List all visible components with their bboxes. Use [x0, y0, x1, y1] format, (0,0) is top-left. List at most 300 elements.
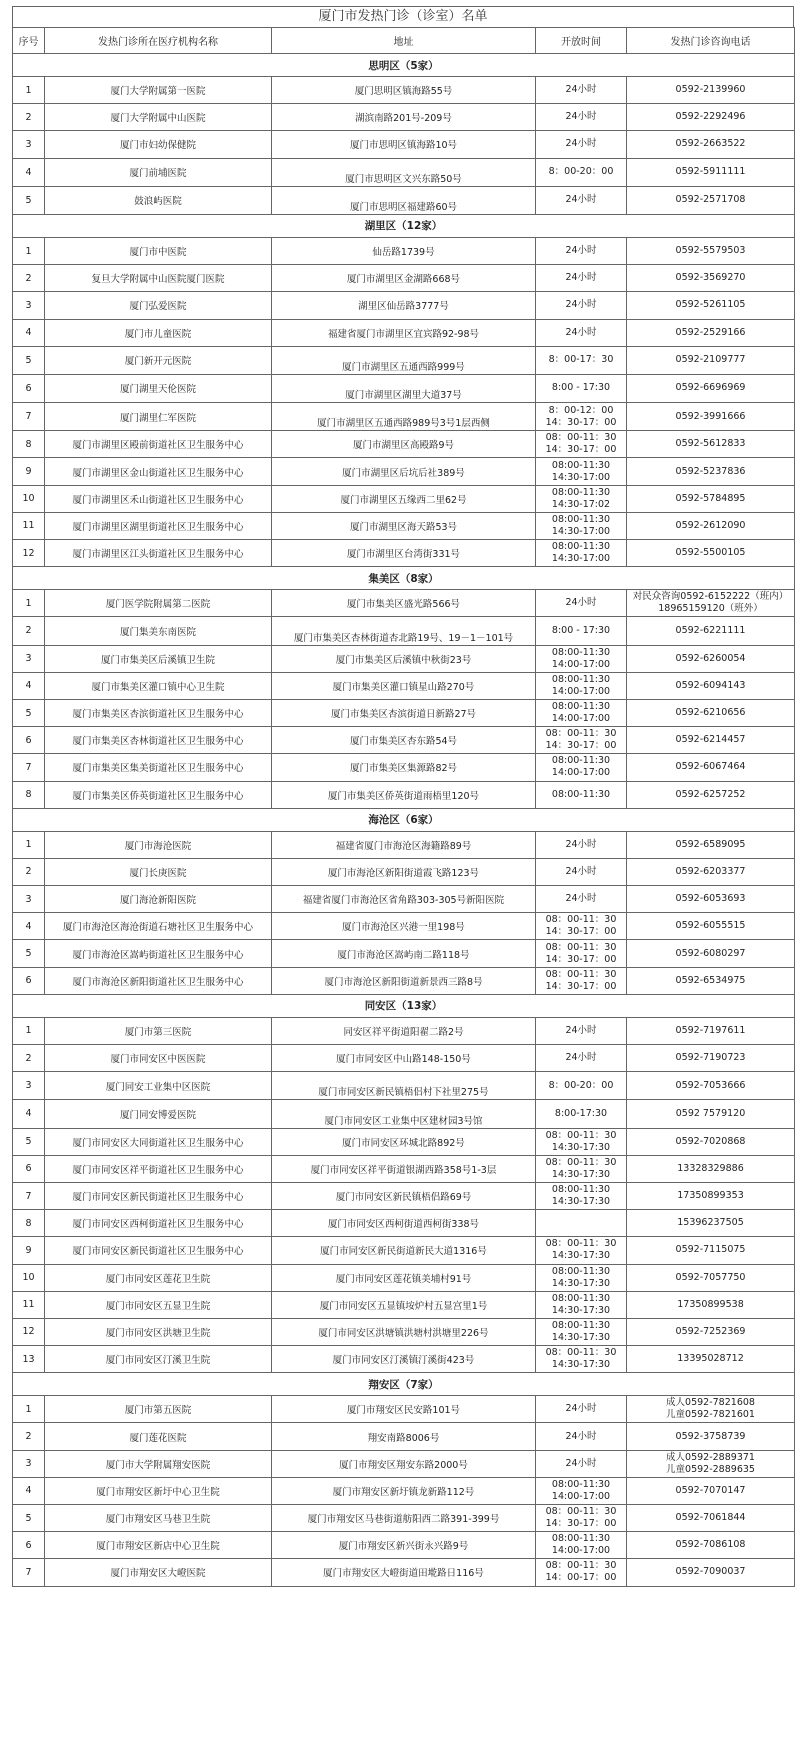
hours-line: 14:00-17:00	[551, 767, 611, 779]
facility-address: 厦门市湖里区台湾街331号	[272, 540, 536, 567]
row-number: 6	[13, 374, 45, 402]
phone-line: 0592-7115075	[675, 1244, 746, 1256]
opening-hours	[536, 858, 627, 885]
opening-hours	[536, 940, 627, 967]
opening-hours	[536, 1291, 627, 1318]
opening-hours	[536, 485, 627, 512]
row-number: 1	[13, 77, 45, 104]
hours-line: 08：00-11：30	[545, 728, 617, 740]
table-row	[13, 1264, 795, 1291]
row-number: 1	[13, 590, 45, 617]
hours-line: 24小时	[565, 1457, 597, 1469]
hours-line: 08：00-11：30	[545, 968, 617, 980]
district-label: 思明区（5家）	[13, 54, 795, 77]
facility-address: 厦门思明区镇海路55号	[272, 77, 536, 104]
consult-phone	[627, 645, 795, 672]
facility-name: 厦门长庚医院	[45, 858, 272, 885]
opening-hours	[536, 1477, 627, 1504]
row-number: 4	[13, 672, 45, 699]
consult-phone	[627, 781, 795, 808]
row-number: 3	[13, 1072, 45, 1100]
hours-line: 08：00-11：30	[545, 1560, 617, 1572]
consult-phone	[627, 886, 795, 913]
row-number: 4	[13, 1100, 45, 1128]
table-row	[13, 1072, 795, 1100]
consult-phone	[627, 319, 795, 346]
hours-line: 24小时	[565, 838, 597, 850]
table-row	[13, 617, 795, 645]
hours-line: 24小时	[565, 84, 597, 96]
phone-line: 0592-6260054	[675, 652, 746, 664]
phone-line: 0592-7053666	[675, 1079, 746, 1091]
hours-line: 14:30-17:30	[551, 1359, 611, 1371]
opening-hours	[536, 237, 627, 264]
opening-hours	[536, 1155, 627, 1182]
consult-phone	[627, 403, 795, 431]
table-row	[13, 727, 795, 754]
consult-phone	[627, 540, 795, 567]
facility-address: 厦门市集美区盛光路566号	[272, 590, 536, 617]
table-row	[13, 1291, 795, 1318]
hours-line: 24小时	[565, 893, 597, 905]
consult-phone	[627, 431, 795, 458]
opening-hours	[536, 617, 627, 645]
facility-name: 厦门新开元医院	[45, 346, 272, 374]
row-number: 6	[13, 1155, 45, 1182]
consult-phone	[627, 1017, 795, 1044]
facility-address: 厦门市同安区新民街道新民大道1316号	[272, 1237, 536, 1264]
facility-name: 厦门市翔安区大嶝医院	[45, 1559, 272, 1586]
facility-address: 厦门市湖里区海天路53号	[272, 512, 536, 539]
row-number: 5	[13, 699, 45, 726]
facility-name: 厦门市湖里区湖里街道社区卫生服务中心	[45, 512, 272, 539]
facility-address: 厦门市思明区福建路60号	[272, 186, 536, 214]
table-row	[13, 512, 795, 539]
row-number: 8	[13, 431, 45, 458]
facility-address: 厦门市同安区新民镇梧侣村下社里275号	[272, 1072, 536, 1100]
facility-address: 厦门市海沧区新阳街道霞飞路123号	[272, 858, 536, 885]
opening-hours	[536, 458, 627, 485]
row-number: 13	[13, 1346, 45, 1373]
row-number: 2	[13, 265, 45, 292]
row-number: 5	[13, 1505, 45, 1532]
facility-address: 厦门市同安区中山路148-150号	[272, 1045, 536, 1072]
row-number: 7	[13, 1182, 45, 1209]
opening-hours	[536, 512, 627, 539]
phone-line: 0592-7252369	[675, 1325, 746, 1337]
facility-name: 厦门市儿童医院	[45, 319, 272, 346]
opening-hours	[536, 1100, 627, 1128]
table-row	[13, 458, 795, 485]
phone-line: 0592-7057750	[675, 1271, 746, 1283]
hours-line: 14:30-17:30	[551, 1141, 611, 1153]
hours-line: 8：00-12：00	[548, 404, 614, 416]
hours-line: 14:00-17:00	[551, 713, 611, 725]
table-row	[13, 1396, 795, 1423]
hours-line: 8：00-17：30	[548, 354, 614, 366]
hours-line: 14：30-17：00	[545, 1518, 617, 1530]
facility-name: 厦门市同安区五显卫生院	[45, 1291, 272, 1318]
opening-hours	[536, 1423, 627, 1450]
facility-name: 厦门市翔安区新店中心卫生院	[45, 1532, 272, 1559]
hours-line: 14:30-17:00	[551, 471, 611, 483]
phone-line: 0592-7086108	[675, 1539, 746, 1551]
table-row	[13, 940, 795, 967]
facility-address: 厦门市同安区环城北路892号	[272, 1128, 536, 1155]
hours-line: 08：00-11：30	[545, 1156, 617, 1168]
phone-line: 18965159120（班外）	[658, 603, 763, 615]
table-row	[13, 781, 795, 808]
facility-address: 厦门市翔安区马巷街道舫阳西二路391-399号	[272, 1505, 536, 1532]
facility-name: 厦门市集美区集美街道社区卫生服务中心	[45, 754, 272, 781]
facility-address: 福建省厦门市海沧区海籍路89号	[272, 831, 536, 858]
table-row	[13, 158, 795, 186]
header-phone: 发热门诊咨询电话	[627, 28, 795, 54]
hours-line: 08:00-11:30	[551, 1533, 611, 1545]
opening-hours	[536, 967, 627, 994]
hours-line: 14:30-17:30	[551, 1304, 611, 1316]
row-number: 4	[13, 1477, 45, 1504]
table-row	[13, 754, 795, 781]
district-header-row	[13, 567, 795, 590]
table-row	[13, 1450, 795, 1477]
facility-name: 厦门市集美区侨英街道社区卫生服务中心	[45, 781, 272, 808]
hours-line: 08：00-11：30	[545, 1129, 617, 1141]
hours-line: 08:00-11:30	[551, 1478, 611, 1490]
facility-name: 厦门市湖里区殿前街道社区卫生服务中心	[45, 431, 272, 458]
facility-name: 厦门同安博爱医院	[45, 1100, 272, 1128]
table-row	[13, 1318, 795, 1345]
phone-line: 0592-2529166	[675, 326, 746, 338]
consult-phone	[627, 292, 795, 319]
row-number: 11	[13, 512, 45, 539]
phone-line: 0592-5911111	[675, 166, 746, 178]
phone-line: 0592-3758739	[675, 1430, 746, 1442]
facility-address: 厦门市翔安区新兴街永兴路9号	[272, 1532, 536, 1559]
phone-line: 0592-2612090	[675, 519, 746, 531]
facility-name: 复旦大学附属中山医院厦门医院	[45, 265, 272, 292]
opening-hours	[536, 265, 627, 292]
table-row	[13, 1559, 795, 1586]
consult-phone	[627, 1477, 795, 1504]
row-number: 3	[13, 886, 45, 913]
consult-phone	[627, 617, 795, 645]
table-row	[13, 186, 795, 214]
hours-line: 14：30-17：00	[545, 444, 617, 456]
facility-name: 厦门市同安区中医医院	[45, 1045, 272, 1072]
facility-name: 厦门市湖里区江头街道社区卫生服务中心	[45, 540, 272, 567]
district-label: 海沧区（6家）	[13, 808, 795, 831]
phone-line: 17350899538	[677, 1298, 744, 1310]
opening-hours	[536, 1264, 627, 1291]
hours-line: 14：30-17：00	[545, 926, 617, 938]
consult-phone	[627, 485, 795, 512]
opening-hours	[536, 1045, 627, 1072]
hours-line: 14：30-17：00	[545, 953, 617, 965]
facility-name: 厦门市妇幼保健院	[45, 131, 272, 158]
district-header-row	[13, 54, 795, 77]
phone-line: 0592-2139960	[675, 84, 746, 96]
district-header-row	[13, 994, 795, 1017]
consult-phone	[627, 967, 795, 994]
phone-line: 0592-6053693	[675, 893, 746, 905]
row-number: 3	[13, 131, 45, 158]
hours-line: 14:30-17:00	[551, 525, 611, 537]
facility-address: 厦门市同安区汀溪镇汀溪街423号	[272, 1346, 536, 1373]
opening-hours	[536, 1017, 627, 1044]
facility-address: 厦门市集美区侨英街道雨梧里120号	[272, 781, 536, 808]
facility-name: 厦门市同安区汀溪卫生院	[45, 1346, 272, 1373]
opening-hours	[536, 754, 627, 781]
opening-hours	[536, 186, 627, 214]
consult-phone	[627, 1237, 795, 1264]
opening-hours	[536, 645, 627, 672]
consult-phone	[627, 1318, 795, 1345]
facility-address: 厦门市湖里区五缘西二里62号	[272, 485, 536, 512]
opening-hours	[536, 104, 627, 131]
hours-line: 08:00-11:30	[551, 646, 611, 658]
opening-hours	[536, 1182, 627, 1209]
row-number: 1	[13, 237, 45, 264]
consult-phone	[627, 1155, 795, 1182]
row-number: 7	[13, 403, 45, 431]
hours-line: 14:00-17:00	[551, 1490, 611, 1502]
row-number: 3	[13, 1450, 45, 1477]
phone-line: 0592-2292496	[675, 111, 746, 123]
consult-phone	[627, 1072, 795, 1100]
facility-address: 同安区祥平街道阳翟二路2号	[272, 1017, 536, 1044]
facility-address: 厦门市湖里区五通西路999号	[272, 346, 536, 374]
facility-name: 厦门市湖里区金山街道社区卫生服务中心	[45, 458, 272, 485]
phone-line: 0592-5612833	[675, 438, 746, 450]
hours-line: 14：00-17：00	[545, 1572, 617, 1584]
row-number: 7	[13, 754, 45, 781]
consult-phone	[627, 374, 795, 402]
facility-name: 厦门市翔安区新圩中心卫生院	[45, 1477, 272, 1504]
phone-line: 0592-6534975	[675, 974, 746, 986]
consult-phone	[627, 1045, 795, 1072]
consult-phone	[627, 186, 795, 214]
hours-line: 08:00-11:30	[551, 486, 611, 498]
facility-address: 厦门市同安区祥平街道银湖西路358号1-3层	[272, 1155, 536, 1182]
hours-line: 24小时	[565, 1403, 597, 1415]
row-number: 5	[13, 1128, 45, 1155]
table-row	[13, 104, 795, 131]
phone-line: 成人0592-7821608	[666, 1397, 755, 1409]
district-header-row	[13, 1373, 795, 1396]
consult-phone	[627, 940, 795, 967]
district-label: 同安区（13家）	[13, 994, 795, 1017]
opening-hours	[536, 699, 627, 726]
row-number: 3	[13, 645, 45, 672]
table-row	[13, 858, 795, 885]
facility-name: 厦门市海沧区嵩屿街道社区卫生服务中心	[45, 940, 272, 967]
phone-line: 0592-7197611	[675, 1024, 746, 1036]
header-address: 地址	[272, 28, 536, 54]
hours-line: 08:00-11:30	[551, 755, 611, 767]
consult-phone	[627, 590, 795, 617]
consult-phone	[627, 265, 795, 292]
facility-name: 厦门前埔医院	[45, 158, 272, 186]
facility-address: 厦门市集美区后溪镇中秋街23号	[272, 645, 536, 672]
table-row	[13, 1423, 795, 1450]
row-number: 2	[13, 617, 45, 645]
facility-address: 厦门市同安区西柯街道西柯街338号	[272, 1210, 536, 1237]
phone-line: 0592-2571708	[675, 194, 746, 206]
opening-hours	[536, 374, 627, 402]
table-row	[13, 967, 795, 994]
table-row	[13, 485, 795, 512]
consult-phone	[627, 913, 795, 940]
district-label: 翔安区（7家）	[13, 1373, 795, 1396]
consult-phone	[627, 754, 795, 781]
hours-line: 14:00-17:00	[551, 658, 611, 670]
phone-line: 0592-5500105	[675, 547, 746, 559]
facility-name: 厦门弘爱医院	[45, 292, 272, 319]
phone-line: 0592-6589095	[675, 838, 746, 850]
facility-name: 厦门市集美区杏林街道社区卫生服务中心	[45, 727, 272, 754]
hours-line: 14:30-17:30	[551, 1331, 611, 1343]
hours-line: 24小时	[565, 1052, 597, 1064]
phone-line: 0592-3569270	[675, 272, 746, 284]
phone-line: 0592-6203377	[675, 865, 746, 877]
row-number: 10	[13, 485, 45, 512]
facility-name: 厦门医学院附属第二医院	[45, 590, 272, 617]
consult-phone	[627, 858, 795, 885]
consult-phone	[627, 1100, 795, 1128]
row-number: 2	[13, 858, 45, 885]
table-row	[13, 1505, 795, 1532]
facility-name: 厦门莲花医院	[45, 1423, 272, 1450]
facility-name: 厦门市同安区新民街道社区卫生服务中心	[45, 1182, 272, 1209]
facility-name: 厦门市海沧区海沧街道石塘社区卫生服务中心	[45, 913, 272, 940]
consult-phone	[627, 1532, 795, 1559]
facility-address: 厦门市同安区五显镇垵炉村五显宫里1号	[272, 1291, 536, 1318]
facility-address: 厦门市集美区灌口镇星山路270号	[272, 672, 536, 699]
opening-hours	[536, 1128, 627, 1155]
district-label: 湖里区（12家）	[13, 214, 795, 237]
table-row	[13, 886, 795, 913]
hours-line: 14:30-17:30	[551, 1250, 611, 1262]
row-number: 4	[13, 913, 45, 940]
phone-line: 0592-6055515	[675, 920, 746, 932]
row-number: 8	[13, 781, 45, 808]
table-row	[13, 319, 795, 346]
facility-address: 厦门市翔安区翔安东路2000号	[272, 1450, 536, 1477]
opening-hours	[536, 1072, 627, 1100]
hours-line: 14:00-17:00	[551, 685, 611, 697]
table-row	[13, 645, 795, 672]
consult-phone	[627, 1210, 795, 1237]
table-row	[13, 540, 795, 567]
opening-hours	[536, 886, 627, 913]
hours-line: 24小时	[565, 1024, 597, 1036]
opening-hours	[536, 1450, 627, 1477]
facility-address: 湖滨南路201号-209号	[272, 104, 536, 131]
row-number: 2	[13, 1045, 45, 1072]
facility-name: 厦门市同安区大同街道社区卫生服务中心	[45, 1128, 272, 1155]
table-row	[13, 346, 795, 374]
facility-name: 厦门大学附属中山医院	[45, 104, 272, 131]
clinic-list-sheet	[12, 6, 794, 1587]
facility-address: 厦门市集美区杏滨街道日新路27号	[272, 699, 536, 726]
table-row	[13, 265, 795, 292]
opening-hours	[536, 158, 627, 186]
facility-name: 厦门大学附属第一医院	[45, 77, 272, 104]
hours-line: 24小时	[565, 597, 597, 609]
header-name: 发热门诊所在医疗机构名称	[45, 28, 272, 54]
hours-line: 24小时	[565, 111, 597, 123]
opening-hours	[536, 727, 627, 754]
consult-phone	[627, 1450, 795, 1477]
row-number: 3	[13, 292, 45, 319]
facility-name: 厦门同安工业集中区医院	[45, 1072, 272, 1100]
opening-hours	[536, 346, 627, 374]
phone-line: 13328329886	[677, 1162, 744, 1174]
row-number: 12	[13, 540, 45, 567]
phone-line: 儿童0592-2889635	[666, 1463, 755, 1475]
facility-name: 厦门市同安区莲花卫生院	[45, 1264, 272, 1291]
facility-address: 湖里区仙岳路3777号	[272, 292, 536, 319]
table-row	[13, 131, 795, 158]
row-number: 4	[13, 319, 45, 346]
table-row	[13, 1210, 795, 1237]
consult-phone	[627, 1505, 795, 1532]
header-no: 序号	[13, 28, 45, 54]
district-header-row	[13, 214, 795, 237]
facility-name: 厦门湖里天伦医院	[45, 374, 272, 402]
hours-line: 08:00-11:30	[551, 1265, 611, 1277]
row-number: 8	[13, 1210, 45, 1237]
table-row	[13, 1477, 795, 1504]
hours-line: 24小时	[565, 865, 597, 877]
hours-line: 08：00-11：30	[545, 432, 617, 444]
table-row	[13, 1346, 795, 1373]
phone-line: 0592 7579120	[675, 1107, 746, 1119]
opening-hours	[536, 1532, 627, 1559]
phone-line: 0592-5261105	[675, 299, 746, 311]
facility-address: 厦门市湖里区金湖路668号	[272, 265, 536, 292]
hours-line: 8：00-20：00	[548, 166, 614, 178]
consult-phone	[627, 237, 795, 264]
opening-hours	[536, 77, 627, 104]
phone-line: 0592-2663522	[675, 138, 746, 150]
consult-phone	[627, 699, 795, 726]
facility-address: 厦门市湖里区湖里大道37号	[272, 374, 536, 402]
facility-name: 厦门市集美区杏滨街道社区卫生服务中心	[45, 699, 272, 726]
opening-hours	[536, 1505, 627, 1532]
phone-line: 对民众咨询0592-6152222（班内）	[632, 591, 789, 603]
facility-name: 厦门市湖里区禾山街道社区卫生服务中心	[45, 485, 272, 512]
consult-phone	[627, 1559, 795, 1586]
hours-line: 08:00-11:30	[551, 701, 611, 713]
row-number: 5	[13, 346, 45, 374]
consult-phone	[627, 104, 795, 131]
hours-line: 24小时	[565, 1430, 597, 1442]
row-number: 10	[13, 1264, 45, 1291]
facility-address: 福建省厦门市湖里区宜宾路92-98号	[272, 319, 536, 346]
opening-hours	[536, 1210, 627, 1237]
facility-name: 厦门市翔安区马巷卫生院	[45, 1505, 272, 1532]
consult-phone	[627, 346, 795, 374]
table-row	[13, 1017, 795, 1044]
consult-phone	[627, 512, 795, 539]
hours-line: 24小时	[565, 138, 597, 150]
consult-phone	[627, 727, 795, 754]
row-number: 6	[13, 1532, 45, 1559]
phone-line: 0592-7070147	[675, 1484, 746, 1496]
consult-phone	[627, 1264, 795, 1291]
